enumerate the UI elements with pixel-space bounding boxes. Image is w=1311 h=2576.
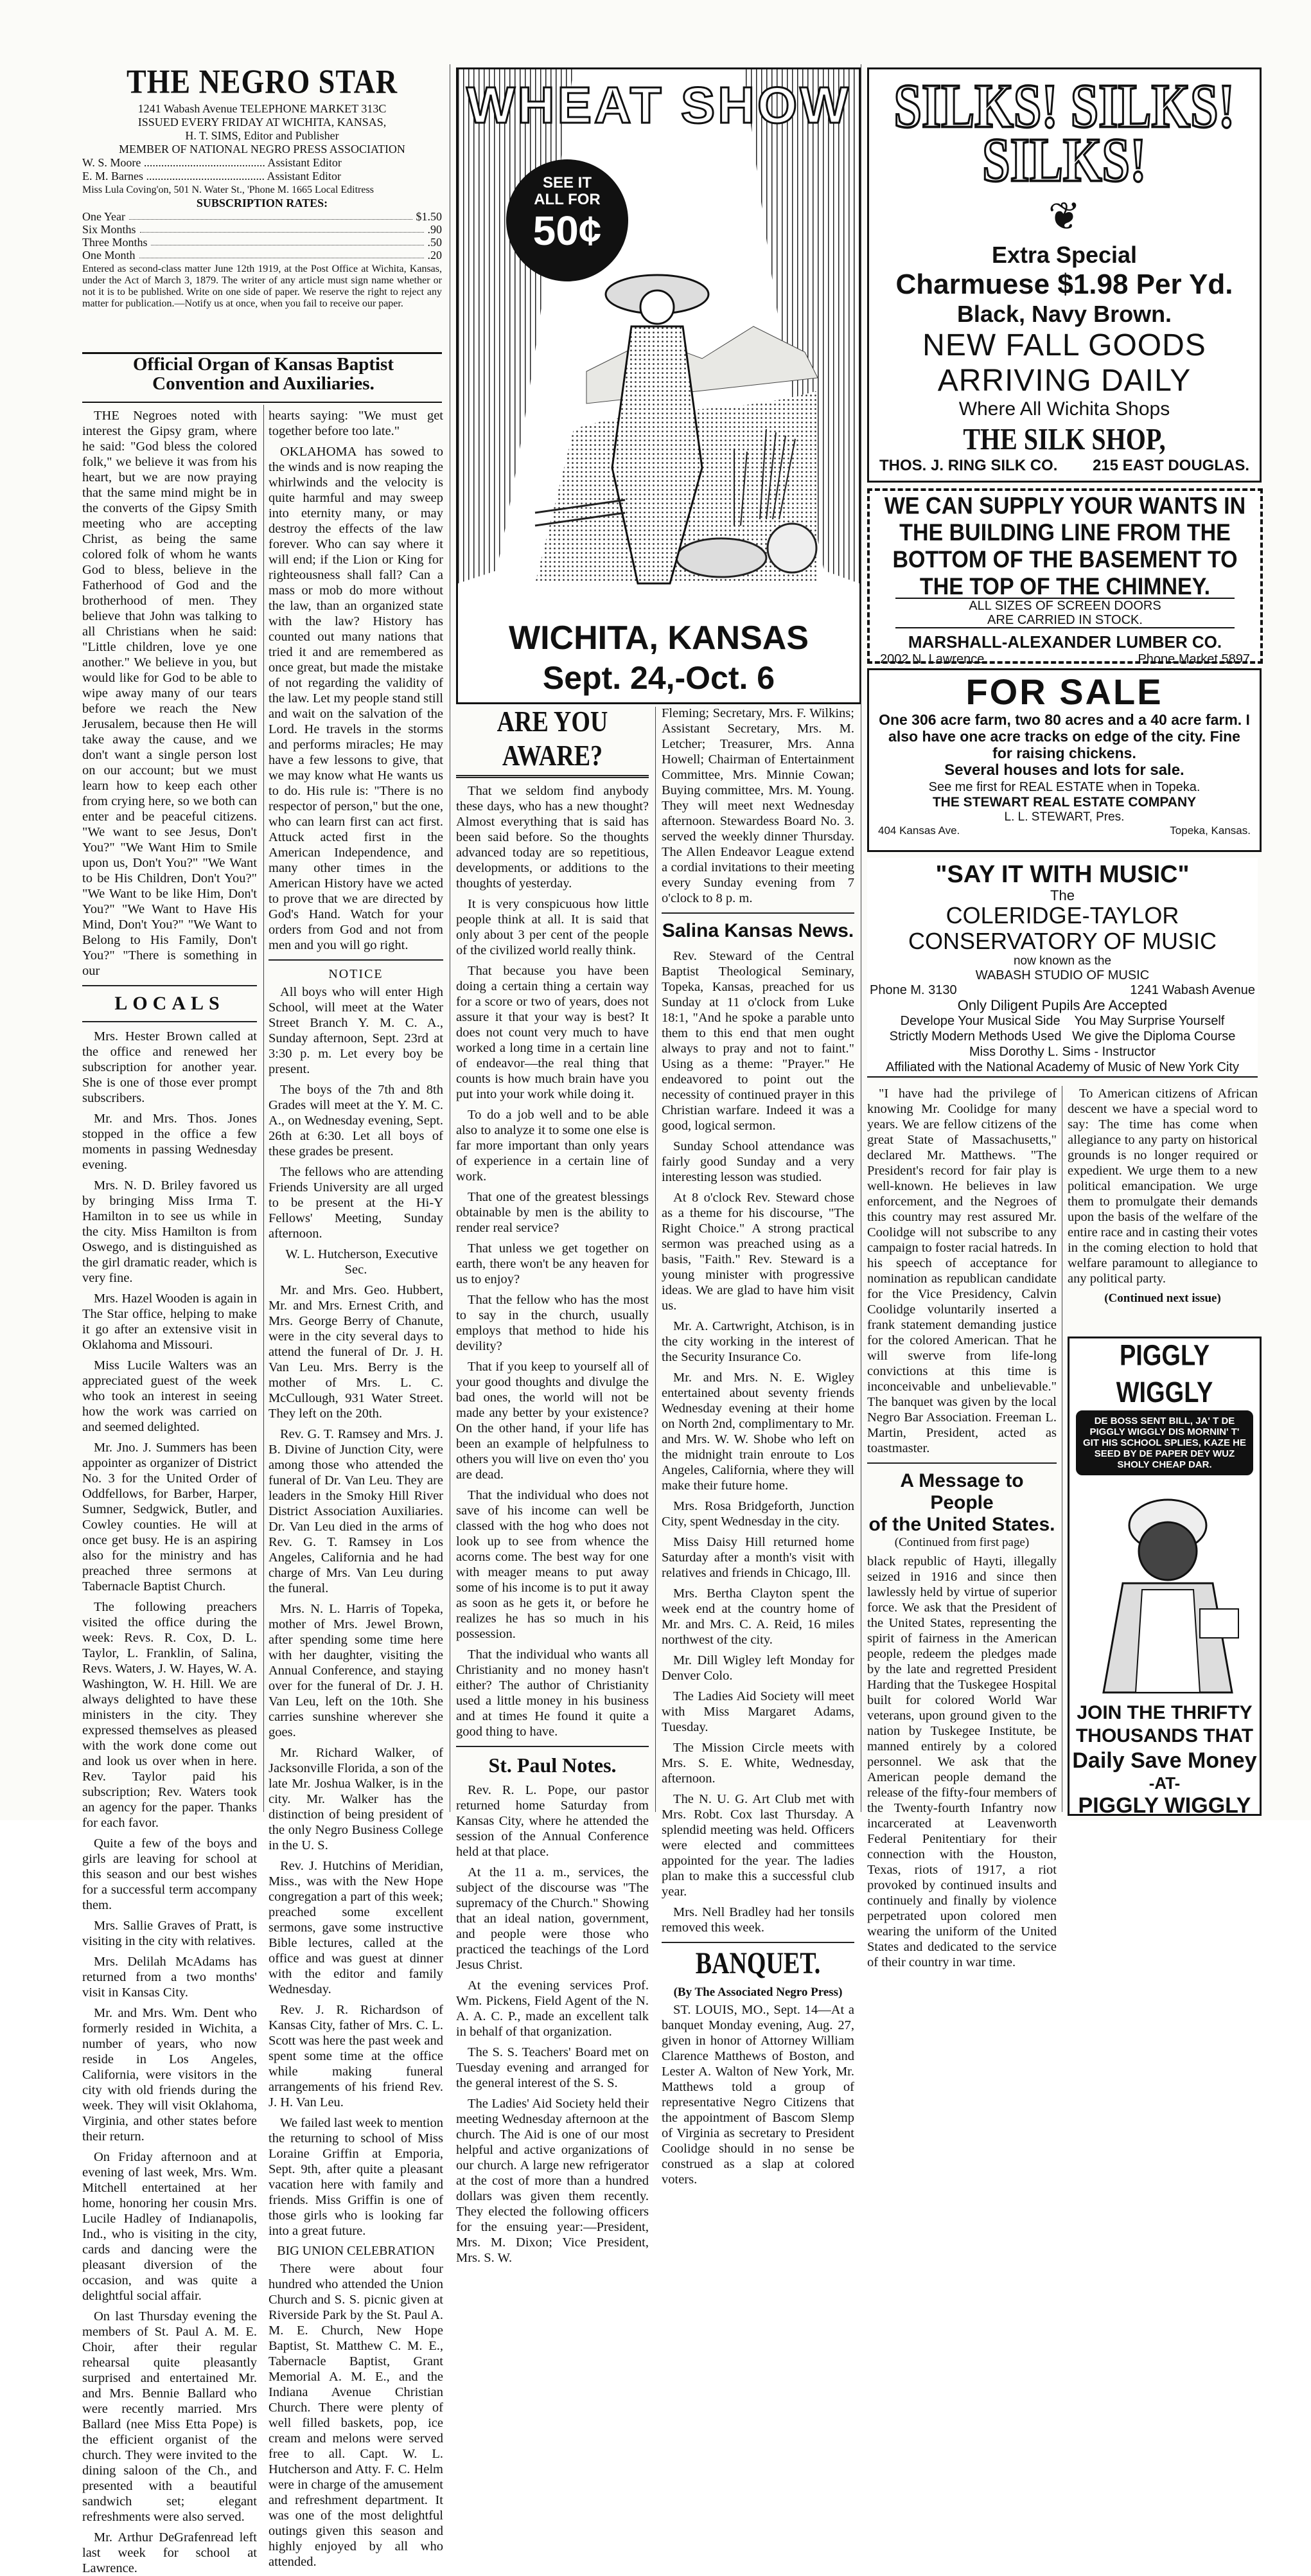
lumber-ad (867, 488, 1263, 664)
lumber-company: MARSHALL-ALEXANDER LUMBER CO. (908, 632, 1222, 652)
charmeuse-price: Charmuese $1.98 Per Yd. (895, 269, 1233, 300)
notice-heading: NOTICE (328, 967, 383, 981)
salina-paragraph: Mr. A. Cartwright, Atchison, is in the city working in the interest of the Security Insurance Co. (662, 1319, 854, 1364)
stpaul-paragraph: The Ladies' Aid Society held their meeting Wednesday afternoon at the church. The Aid is one of our most helpful and active organizations of our church. A large new refrigerator at the cost of more than a hundred dollars was given them recently. They elected the following officers for the ensuing year:—President, Mrs. M. Dixon; Vice President, Mrs. S. W. (456, 2097, 649, 2265)
music-name-2: CONSERVATORY OF MUSIC (908, 928, 1217, 954)
music-studio: WABASH STUDIO OF MUSIC (975, 968, 1150, 982)
salina-paragraph: Mrs. Bertha Clayton spent the week end at the country home of Mr. and Mrs. C. A. Reid, 16 miles northwest of the city. (662, 1586, 854, 1647)
staff-line-3: Miss Lula Coving'on, 501 N. Water St., 'Phone M. 1665 Local Editress (82, 184, 374, 195)
column-3 (456, 706, 649, 2265)
aware-paragraph: That the individual who does not save of his income can well be classed with the hog who does not look up to see from whence the acorns come. The best way for one with meager means to put away some of his income is to put it away as soon as he gets it, or before he realizes he has so much in his possession. (456, 1488, 649, 1641)
locals-paragraph: On Friday afternoon and at evening of last week, Mrs. Wm. Mitchell entertained at her home, honoring her cousin Mrs. Lucile Hadley of Indianapolis, Ind., who is visiting in the city, cards and dancing were the pleasant diversion of the occasion, and was quite a delightful social affair. (82, 2150, 257, 2303)
for-sale-company: THE STEWART REAL ESTATE COMPANY (932, 795, 1197, 810)
ornament-icon: ❦ (1048, 195, 1081, 238)
silks-title: SILKS! SILKS! (893, 71, 1235, 141)
locals-paragraph: Miss Lucile Walters was an appreciated guest of the week who took an interest in seeing how the work was carried on and seemed delighted. (82, 1358, 257, 1434)
silks-title-2: SILKS! (982, 125, 1147, 195)
column-1 (82, 408, 257, 2575)
piggly-line-5: PIGGLY WIGGLY (1078, 1793, 1251, 1818)
silk-shop-name: THE SILK SHOP, (963, 422, 1166, 457)
new-fall-goods: NEW FALL GOODS (922, 328, 1206, 362)
stpaul-paragraph: At the evening services Prof. Wm. Pickens, Field Agent of the N. A. A. C. P., made an excellent talk in behalf of that organization. (456, 1978, 649, 2039)
column-rule (263, 405, 264, 1812)
masthead-address: 1241 Wabash Avenue TELEPHONE MARKET 313C (137, 102, 387, 115)
for-sale-houses: Several houses and lots for sale. (944, 761, 1184, 779)
for-sale-address: 404 Kansas Ave. (878, 824, 960, 837)
masthead-title: THE NEGRO STAR (126, 62, 398, 100)
piggly-line-2: THOUSANDS THAT (1075, 1725, 1254, 1746)
for-sale-title: FOR SALE (965, 671, 1163, 712)
stpaul-continued: Fleming; Secretary, Mrs. F. Wilkins; Assistant Secretary, Mrs. M. Letcher; Treasurer, Mrs. Anna Howell; Chairman of Entertainment Committee, Mrs. Minnie Cowan; Buying committee, Mrs. M. Young. They will meet next Wednesday afternoon. Stewardess Board No. 3. served the weekly dinner Thursday. The Allen Endeavor League extend a cordial invitations to their meeting every Sunday evening from 7 o'clock to 8 p. m. (662, 706, 854, 905)
locals-paragraph: Mrs. Delilah McAdams has returned from a two months' visit in Kansas City. (82, 1955, 257, 2000)
mammy-illustration (1071, 1480, 1258, 1692)
message-heading-2: of the United States. (868, 1514, 1055, 1535)
notice-paragraph: Rev. G. T. Ramsey and Mrs. J. B. Divine of Junction City, were among those who attended the funeral of Dr. Van Leu. They are leaders in the Smoky Hill River District Association Auxiliaries. Dr. Van Leu died in the arms of Rev. G. T. Ramsey in Los Angeles, California and he had charge of Mrs. Van Leu during the funeral. (268, 1427, 443, 1595)
for-sale-city: Topeka, Kansas. (1170, 824, 1251, 837)
banquet-heading: BANQUET. (695, 1946, 821, 1981)
column-rule (655, 707, 656, 1812)
banquet-paragraph: ST. LOUIS, MO., Sept. 14—At a banquet Monday evening, Aug. 27, given in honor of Attorney William Clarence Matthews of Boston, and Lester A. Walton of New York, Mr. Matthews told a group of representative Negro Citizens that the appointment of Bascom Slemp of Virginia as secretary to President Coolidge should in no sense be construed as a slap at colored voters. (662, 2003, 854, 2187)
divider (82, 985, 257, 986)
stpaul-paragraph: The S. S. Teachers' Board met on Tuesday evening and arranged for the general interest of the S. S. (456, 2045, 649, 2090)
divider (867, 1462, 1057, 1464)
rate-price: .50 (427, 236, 442, 249)
coolidge-paragraph: "I have had the privilege of knowing Mr. Coolidge for many years. We are fellow citizens of the great State of Massachusetts," declared Mr. Matthews. "The President's record for fair play is well-known. He believes in law enforcement, and the Negroes of this country may rest assured Mr. Coolidge will not subscribe to any campaign to foster racial hatreds. In his speech of acceptance for nomination as republican candidate for the Vice Presidency, Calvin Coolidge voluntarily inserted a frank statement demanding justice for the colored American. That he will swerve from life-long convictions at this time is inconceivable and unbelievable." The banquet was given by the local Negro Bar Association. Freeman L. Martin, President, acted as toastmaster. (867, 1087, 1057, 1455)
staff-line-2: E. M. Barnes ......................................... Assistant Editor (82, 170, 341, 182)
entered-notice: Entered as second-class matter June 12th 1919, at the Post Office at Wichita, Kansas, under the Act of March 3, 1879. The writer of any article must sign name whether or not it is to be published. Write on one side of paper. We reserve the right to reject any matter for publication.—Notify us at once, when you fail to receive our paper. (82, 263, 442, 309)
rate-label: One Month (82, 249, 136, 262)
notice-paragraph: Mr. Richard Walker, of Jacksonville Florida, a son of the late Mr. Joshua Walker, is in the city. Mr. Walker has the distinction of being president of the only Negro Business College in the U. S. (268, 1746, 443, 1852)
divider (82, 1021, 257, 1022)
notice-signature: W. L. Hutcherson, Executive Sec. (285, 1247, 438, 1277)
music-slogan: "SAY IT WITH MUSIC" (935, 861, 1190, 888)
aware-paragraph: To do a job well and to be able also to analyze it to some one else is far more important than only years of experience in a certain line of work. (456, 1108, 649, 1184)
music-phone: Phone M. 3130 (870, 983, 957, 997)
price-badge (506, 159, 628, 281)
divider (662, 912, 854, 914)
music-ad (867, 858, 1258, 1078)
rate-price: .20 (427, 249, 442, 262)
locals-paragraph: On last Thursday evening the members of St. Paul A. M. E. Choir, after their regular rehearsal quite pleasantly surprised and entertained Mr. and Mrs. Bennie Ballard who were recently married. Mrs Ballard (nee Miss Etta Pope) is the efficient organist of the church. They were invited to the dining saloon of the Ch., and presented with a beautiful sandwich set; elegant refreshments were also served. (82, 2309, 257, 2524)
locals-paragraph: Mr. and Mrs. Thos. Jones stopped in the office a few moments in passing Wednesday evening. (82, 1112, 257, 1172)
message-continued: (Continued from first page) (894, 1536, 1030, 1549)
rate-label: One Year (82, 210, 125, 223)
union-paragraph: There were about four hundred who attended the Union Church and S. S. picnic given at Riverside Park by the St. Paul A. M. E. Church, New Hope Baptist, St. Matthew C. M. E., Tabernacle Baptist, Grant Memorial A. M. E., and the Indiana Avenue Christian Church. There were plenty of well filled baskets, pop, ice cream and melons were served free to all. Capt. W. L. Hutcherson and Atty. F. C. Helm were in charge of the amusement and refreshment department. It was one of the most delightful outings given this season and highly enjoyed by all who attended. (268, 2262, 443, 2569)
notice-paragraph: All boys who will enter High School, will meet at the Water Street Branch Y. M. C. A., Sunday afternoon, Sept. 23rd at 3:30 p. m. Let every boy be present. (268, 985, 443, 1076)
music-address: 1241 Wabash Avenue (1130, 983, 1255, 997)
music-line-3: Strictly Modern Methods Used We give the Diploma Course (889, 1029, 1236, 1044)
masthead-issued: ISSUED EVERY FRIDAY AT WICHITA, KANSAS, (137, 116, 387, 129)
silk-shop-footer (869, 457, 1260, 475)
piggly-title: PIGGLY WIGGLY (1116, 1340, 1213, 1409)
column-2 (268, 408, 443, 2569)
rate-label: Six Months (82, 223, 136, 236)
salina-paragraph: At 8 o'clock Rev. Steward chose as a theme for his discourse, "The Right Choice." A strong practical sermon was preached using as a basis, "Faith." Rev. Steward is a young minister with progressive ideas. We are glad to have him visit us. (662, 1191, 854, 1313)
music-name-1: COLERIDGE-TAYLOR (946, 902, 1179, 928)
aware-paragraph: That unless we get together on earth, there won't be any heaven for us to enjoy? (456, 1241, 649, 1286)
locals-paragraph: Quite a few of the boys and girls are leaving for school at this season and our best wishes for a successful term accompany them. (82, 1836, 257, 1912)
notice-paragraph: We failed last week to mention the returning to school of Miss Loraine Griffin at Emporia, Sept. 9th, after quite a pleasant vacation here with family and friends. Miss Griffin is one of those girls who is looking far into a great future. (268, 2116, 443, 2238)
notice-paragraph: The fellows who are attending Friends University are all urged to be present at the Hi-Y Fellows' Meeting, Sunday afternoon. (268, 1165, 443, 1241)
gipsy-article: THE Negroes noted with interest the Gipsy gram, where he said: "God bless the colored folk," we believe it was from his heart, but we are now praying that the same mind might be in the converts of the Gipsy Smith meeting who are accepting Christ, as being the same colored folk of whom he wants God to bless, believe in the Fatherhood of God and the brotherhood of men. They believe that John was talking to all Christians when he said: "Little children, love ye one another." We believe in you, but would like for God to be able to wipe away many of our tears before we reach the New Jerusalem, because then He will take away the cause, and we don't want a single person lost on our account; but we must learn how to keep each other from crying here, so we both can enter and be peaceful citizens. "We want to see Jesus, Don't You?" "We Want Him to Smile upon us, Don't You?" "We Want to be His Children, Don't You?" "We Want to be like Him, Don't You?" "We Want to Have His Mind, Don't You?" "We Want to Belong to His Family, Don't You?" "There is something in our (82, 409, 257, 978)
aware-paragraph: That we seldom find anybody these days, who has a new thought? Almost everything that is said has been said before. So the thoughts advanced today are so repetitious, developments, or additions to the thoughts of yesterday. (456, 784, 649, 891)
rate-price: .90 (427, 223, 442, 236)
staff-line-1: W. S. Moore .......................................... Assistant Editor (82, 156, 342, 169)
aware-paragraph: That because you have been doing a certain thing a certain way for a score or two of years, does not assure it that your way is best? It does not count very much to have worked a long time in a certain line of endeavor—the real thing that counts is how much brain have you put into your work while doing it. (456, 964, 649, 1101)
music-line-2: Develope Your Musical Side You May Surprise Yourself (900, 1014, 1225, 1028)
where-shops: Where All Wichita Shops (958, 398, 1170, 420)
masthead-editor: H. T. SIMS, Editor and Publisher (185, 129, 339, 142)
arriving-daily: ARRIVING DAILY (937, 364, 1192, 398)
music-affiliation: Affiliated with the National Academy of Music of New York City (886, 1060, 1239, 1074)
wheat-show-illustration (458, 69, 859, 702)
lumber-phone: Phone Market 5897 (1138, 652, 1250, 666)
official-organ: Official Organ of Kansas Baptist Convention and Auxiliaries. (132, 354, 394, 394)
piggly-wiggly-ad (1068, 1337, 1262, 1816)
silk-colors: Black, Navy Brown. (956, 301, 1172, 327)
price-value: 50¢ (532, 208, 602, 254)
rates-table (82, 210, 442, 262)
music-the: The (1050, 887, 1075, 903)
aware-paragraph: That if you keep to yourself all of your good thoughts and divulge the bad ones, the world will not be made any better by your existence? On the other hand, if your life has been an example of helpfulness to others you will live on even tho' you are dead. (456, 1360, 649, 1482)
notice-paragraph: The boys of the 7th and 8th Grades will meet at the Y. M. C. A., on Wednesday evening, Sept. 26th at 6:30. Let all boys of these grades be present. (268, 1083, 443, 1159)
locals-paragraph: Mr. and Mrs. Wm. Dent who formerly resided in Wichita, a number of years, who now reside in Los Angeles, California, were visitors in the city with old friends during the week. They will visit Oklahoma, Virginia, and other states before their return. (82, 2006, 257, 2144)
wheat-show-dates: Sept. 24,-Oct. 6 (542, 660, 775, 696)
extra-special: Extra Special (991, 242, 1138, 268)
for-sale-ad (867, 668, 1262, 852)
stpaul-heading: St. Paul Notes. (488, 1754, 617, 1777)
for-sale-president: L. L. STEWART, Pres. (1004, 810, 1125, 824)
for-sale-farms: One 306 acre farm, two 80 acres and a 40 acre farm. I also have one acre tracks on edge of the city. Fine for raising chickens. (879, 711, 1250, 761)
lumber-headline: WE CAN SUPPLY YOUR WANTS IN THE BUILDING LINE FROM THE BOTTOM OF THE BASEMENT TO THE TOP OF THE CHIMNEY. (884, 492, 1246, 600)
music-contact (867, 982, 1258, 998)
locals-paragraph: Mrs. Hazel Wooden is again in The Star office, helping to make it go after an extensive visit in Oklahoma and Missouri. (82, 1292, 257, 1352)
aware-paragraph: It is very conspicuous how little people think at all. It is said that only about 3 per cent of the people of the civilized world really think. (456, 897, 649, 957)
locals-paragraph: Mrs. Hester Brown called at the office and renewed her subscription for another year. She is one of those ever prompt subscribers. (82, 1029, 257, 1105)
rates-heading: SUBSCRIPTION RATES: (196, 197, 328, 209)
silk-address: 215 EAST DOUGLAS. (1092, 457, 1249, 474)
for-sale-footer (869, 824, 1260, 837)
music-known: now known as the (1013, 954, 1112, 968)
music-line-1: Only Diligent Pupils Are Accepted (957, 997, 1168, 1013)
masthead (82, 64, 442, 350)
salina-paragraph: Mrs. Nell Bradley had her tonsils removed this week. (662, 1905, 854, 1935)
locals-paragraph: Mrs. N. D. Briley favored us by bringing Miss Irma T. Hamilton in to see us while in the city. Miss Hamilton is from Oswego, and is distinguished as the girl dramatic reader, which is very fine. (82, 1178, 257, 1285)
wheat-show-title: WHEAT SHOW (466, 76, 851, 134)
locals-paragraph: The following preachers visited the office during the week: Revs. R. Cox, D. L. Taylor, L. Franklin, of Salina, Revs. Waters, J. W. Hayes, W. A. Washington, W. H. Hill. We are always delighted to have these ministers in the city. They expressed themselves as pleased with the work done come out and look us over when in here. Rev. Taylor paid his subscription; Rev. Waters took an agency for the paper. Thanks for each favor. (82, 1600, 257, 1830)
masthead-member: MEMBER OF NATIONAL NEGRO PRESS ASSOCIATION (119, 143, 405, 155)
salina-paragraph: Mr. Dill Wigley left Monday for Denver Colo. (662, 1653, 854, 1683)
salina-paragraph: Rev. Steward of the Central Baptist Theological Seminary, Topeka, Kansas, preached for us Sunday at 11 o'clock from Luke 18:1, "And he spoke a parable unto them to this end that men ought always to pray and not to faint." Using as a theme: "Prayer." He endeavored to point out the necessity of continued prayer in this Christian warfare. Indeed it was a good, logical sermon. (662, 949, 854, 1133)
notice-paragraph: Rev. J. Hutchins of Meridian, Miss., was with the New Hope congregation a part of this week; preached some excellent sermons, gave some instructive Bible lectures, called at the office and was guest at dinner with the editor and family Wednesday. (268, 1859, 443, 1996)
salina-paragraph: The Mission Circle meets with Mrs. S. E. White, Wednesday, afternoon. (662, 1741, 854, 1786)
oklahoma-intro: hearts saying: "We must get together before too late." (268, 409, 443, 438)
notice-paragraph: Rev. J. R. Richardson of Kansas City, father of Mrs. C. L. Scott was here the past week and spent some time at the office while making funeral arrangements of his friend Rev. J. H. Van Leu. (268, 2003, 443, 2110)
divider (268, 959, 443, 961)
stpaul-paragraph: Rev. R. L. Pope, our pastor returned home Saturday from Kansas City, where he attended the session of the Annual Conference held at that place. (456, 1783, 649, 1859)
rate-label: Three Months (82, 236, 148, 249)
speech-bubble: DE BOSS SENT BILL, JA' T DE PIGGLY WIGGLY DIS MORNIN' T' GIT HIS SCHOOL SPLIES, KAZE HE SEED BY DE PAPER DEY WUZ SHOLY CHEAP DAR. (1076, 1410, 1253, 1475)
lumber-subline: ALL SIZES OF SCREEN DOORS ARE CARRIED IN STOCK. (895, 598, 1235, 628)
silks-ad (867, 67, 1262, 483)
american-citizens-paragraph: To American citizens of African descent we have a special word to say: The time has come when allegiance to any party on historical grounds is no longer required or expedient. We urge them to a new political emancipation. We urge them to promulgate their demands upon the basis of the welfare of the entire race and in casting their votes in the coming election to hold that welfare paramount to allegiance to any political party. (1068, 1087, 1258, 1286)
salina-paragraph: Miss Daisy Hill returned home Saturday after a month's visit with relatives and friends in Chicago, Ill. (662, 1535, 854, 1580)
organ-rule (82, 402, 442, 403)
wheat-show-ad (456, 67, 861, 704)
notice-paragraph: Mrs. N. L. Harris of Topeka, mother of Mrs. Jewel Brown, after spending some time here with her daughter, visiting the Annual Conference, and staying over for the funeral of Dr. J. H. Van Leu, left on the 10th. She carries sunshine wherever she goes. (268, 1602, 443, 1739)
salina-heading: Salina Kansas News. (662, 920, 854, 941)
locals-heading: LOCALS (114, 993, 225, 1014)
piggly-line-4: -AT- (1148, 1773, 1181, 1793)
aware-paragraph: That the individual who wants all Christianity and no money hasn't either? The author of Christianity used a little money in his business and at times He found it quite a good thing to have. (456, 1648, 649, 1739)
aware-heading: ARE YOU AWARE? (497, 706, 608, 772)
message-paragraph: black republic of Hayti, illegally seized in 1916 and since then lawlessly held by virtue of superior force. We ask that the President of the United States, representing the spirit of fairness in the American people, redeem the pledges made by the late and regretted President Harding that the Tuskegee Hospital built for colored World War veterans, upon ground given to the nation by Tuskegee Institute, be manned entirely by a colored personnel. We ask that the American people demand the release of the fifty-four members of the Twenty-fourth Infantry now incarcerated at Leavenworth Federal Penitentiary for their connection with the Houston, Texas, riots of 1917, a riot provoked by continued insults and continuely and finally by violence perpetrated upon colored men wearing the uniform of the United States and dedicated to the service of their country in war time. (867, 1554, 1057, 1969)
continued-next: (Continued next issue) (1104, 1292, 1221, 1305)
piggly-line-3: Daily Save Money (1072, 1748, 1257, 1773)
locals-paragraph: Mr. Jno. J. Summers has been appointer as organizer of District No. 3 for the United Order of Oddfellows, for Barber, Harper, Sumner, Sedgwick, Butler, and Cowley counties. He will at once get busy. He is an aspiring also for the ministry and has preached three sermons at Tabernacle Baptist Church. (82, 1441, 257, 1594)
column-5 (867, 1086, 1057, 1969)
salina-paragraph: Mrs. Rosa Bridgeforth, Junction City, spent Wednesday in the city. (662, 1499, 854, 1529)
music-instructor: Miss Dorothy L. Sims - Instructor (969, 1045, 1156, 1059)
stpaul-paragraph: At the 11 a. m., services, the subject of the discourse was "The supremacy of the Church." Showing that an ideal nation, government, and people were those who practiced the teachings of the Lord Jesus Christ. (456, 1865, 649, 1972)
aware-paragraph: That the fellow who has the most to say in the church, usually employs that method to hide his devility? (456, 1293, 649, 1353)
lumber-footer (870, 652, 1260, 667)
divider (456, 775, 649, 778)
price-badge-caption: SEE IT ALL FOR (534, 174, 601, 208)
salina-paragraph: The Ladies Aid Society will meet with Miss Margaret Adams, Tuesday. (662, 1689, 854, 1734)
notice-paragraph: Mr. and Mrs. Geo. Hubbert, Mr. and Mrs. Ernest Crith, and Mrs. George Berry of Chanute, were in the city several days to attend the funeral of Dr. J. H. Van Leu. Mrs. Berry is the mother of Mrs. L. C. McCullough, 931 Water Street. They left on the 20th. (268, 1283, 443, 1421)
union-heading: BIG UNION CELEBRATION (277, 2244, 435, 2258)
aware-paragraph: That one of the greatest blessings obtainable by men is the ability to render real service? (456, 1190, 649, 1235)
salina-paragraph: The N. U. G. Art Club met with Mrs. Robt. Cox last Thursday. A splendid meeting was held. Officers were elected and committees appointed for the year. The ladies plan to make this a successful club year. (662, 1792, 854, 1899)
message-heading-1: A Message to People (900, 1470, 1024, 1513)
piggly-line-1: JOIN THE THRIFTY (1077, 1702, 1253, 1723)
divider (662, 1942, 854, 1943)
divider (456, 1746, 649, 1747)
oklahoma-article: OKLAHOMA has sowed to the winds and is now reaping the whirlwinds and the velocity is quite harmful and may sweep into eternity many, or may destroy the effects of the law forever. Who can say where it will end; if the Lion or King for righteousness shall fall? Can a mass or mob do more without the law, than an organized state with the law? History has counted out many nations that tried it and are remembered as once great, but made the mistake of not regarding the validity of the law. Let my people stand still and wait on the salvation of the Lord. He travels in the storms and performs miracles; He may have a few lessons to give, that we may know what He wants us to do. His rule is: "There is no respector of person," but the one, who can learn first can act first. Attuck acted first in the American Independence, and many other times in the American History have we acted to prove that we are directed by God's Hand. Watch for your orders from God and not from men and you will go right. (268, 445, 443, 952)
locals-paragraph: Mr. Arthur DeGrafenread left last week for school at Lawrence. (82, 2530, 257, 2575)
lumber-address: 2002 N. Lawrence (880, 652, 985, 666)
silk-company: THOS. J. RING SILK CO. (879, 457, 1058, 474)
column-4 (662, 706, 854, 2187)
salina-paragraph: Sunday School attendance was fairly good Sunday and a very interesting lesson was studied. (662, 1139, 854, 1184)
salina-paragraph: Mr. and Mrs. N. E. Wigley entertained about seventy friends Wednesday evening at their home on North 2nd, complimentary to Mr. and Mrs. W. W. Shobe who left on the midnight train enroute to Los Angeles, California, where they will make their future home. (662, 1371, 854, 1493)
for-sale-topeka: See me first for REAL ESTATE when in Topeka. (928, 780, 1201, 794)
banquet-byline: (By The Associated Negro Press) (673, 1985, 843, 1999)
column-6 (1068, 1086, 1258, 1330)
locals-paragraph: Mrs. Sallie Graves of Pratt, is visiting in the city with relatives. (82, 1919, 257, 1948)
rate-price: $1.50 (416, 210, 442, 223)
wheat-show-city: WICHITA, KANSAS (508, 619, 809, 657)
